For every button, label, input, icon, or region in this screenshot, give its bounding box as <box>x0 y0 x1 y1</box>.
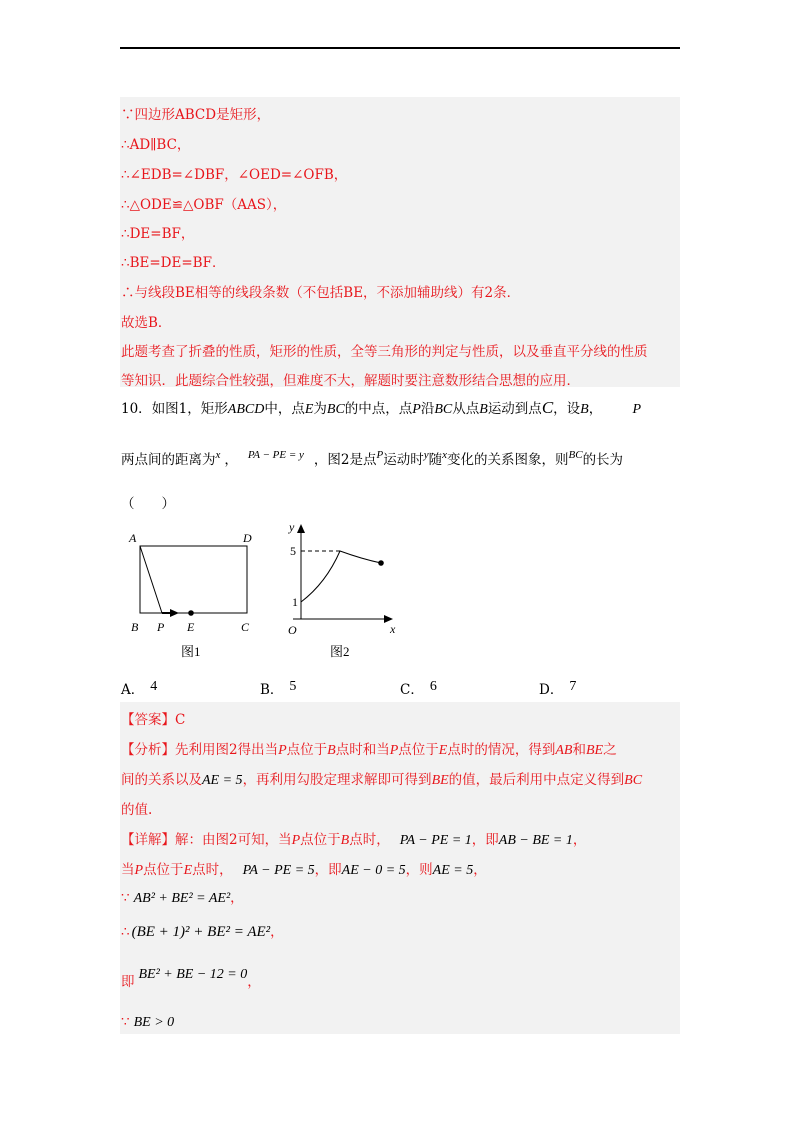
option-label: C． <box>400 682 424 698</box>
d-text: ，即 <box>471 832 499 848</box>
d-formula: AE = 5 <box>432 863 474 878</box>
a-var: B <box>327 743 336 758</box>
d-var: B <box>340 833 350 848</box>
q-var: ABCD <box>227 402 265 417</box>
a-var: P <box>278 743 287 758</box>
a-formula: AE = 5 <box>202 773 243 788</box>
label-d: D <box>243 531 252 545</box>
a-text: ，再利用勾股定理求解即可得到 <box>242 772 432 788</box>
d-text: ， <box>230 890 244 906</box>
option-value: 6 <box>429 679 437 694</box>
d-text: 点时， <box>192 862 233 878</box>
prev-line-3: ∴∠EDB=∠DBF，∠OED=∠OFB， <box>121 167 348 183</box>
q-var: B <box>580 402 589 417</box>
d-text: ， <box>270 924 284 940</box>
origin-label: O <box>288 623 297 637</box>
d-formula: AB² + BE² = AE² <box>133 891 231 906</box>
q-text: ，设 <box>553 401 581 417</box>
a-text: 点时和当 <box>335 742 390 758</box>
q-var: P <box>412 402 421 417</box>
q-var: x <box>215 449 221 461</box>
a-var: P <box>389 743 399 758</box>
graph-curve <box>301 551 381 602</box>
detail-line-3 <box>121 886 244 907</box>
a-var: E <box>438 743 448 758</box>
prev-line-9: 此题考查了折叠的性质，矩形的性质，全等三角形的判定与性质，以及垂直平分线的性质 <box>121 344 648 360</box>
a-var: BE <box>585 743 604 758</box>
q-var: P <box>376 449 384 461</box>
label-e: E <box>187 620 195 634</box>
option-value: 5 <box>289 679 297 694</box>
q-text: ， <box>224 452 238 468</box>
option-label: A． <box>121 682 145 698</box>
prev-line-7: ∴与线段BE相等的线段条数（不包括BE，不添加辅助线）有2条． <box>121 285 521 301</box>
q-text: 的中点，点 <box>344 401 413 417</box>
option-d[interactable] <box>539 678 576 699</box>
analysis-tag: 【分析】 <box>121 742 175 758</box>
prev-line-4: ∴△ODE≌△OBF（AAS）， <box>121 197 287 213</box>
figure1-caption: 图1 <box>181 644 201 659</box>
d-var: P <box>134 863 144 878</box>
q-var: BC <box>326 402 345 417</box>
y-axis-arrow-icon <box>297 524 305 533</box>
q-text: 从点 <box>452 401 480 417</box>
d-formula: AE − 0 = 5 <box>341 863 406 878</box>
d-text: ，则 <box>405 862 433 878</box>
d-text: ， <box>473 862 487 878</box>
q-text: 运动到点 <box>487 401 542 417</box>
detail-line-5 <box>121 967 261 991</box>
option-c[interactable] <box>400 678 437 699</box>
a-text: 之 <box>603 742 617 758</box>
a-text: 点位于 <box>398 742 439 758</box>
q-var: BC <box>434 402 453 417</box>
q-text: 运动时 <box>383 452 424 468</box>
detail-line-1 <box>121 828 586 849</box>
question-line-1 <box>121 397 641 418</box>
arrow-head-icon <box>170 609 179 617</box>
q-var: C <box>541 398 554 417</box>
q-var: P <box>632 402 642 417</box>
q-text: 的长为 <box>582 452 624 468</box>
d-formula: AB − BE = 1 <box>498 833 573 848</box>
a-text: 和 <box>572 742 586 758</box>
d-var: P <box>291 833 301 848</box>
because-symbol: ∵ <box>121 1014 130 1030</box>
q-var: x <box>442 449 447 461</box>
because-symbol: ∵ <box>121 890 130 906</box>
detail-line-2 <box>121 858 487 879</box>
a-text: 点时的情况，得到 <box>447 742 556 758</box>
option-b[interactable] <box>260 678 296 699</box>
d-text: 点位于 <box>143 862 184 878</box>
prev-line-10: 等知识．此题综合性较强，但难度不大，解题时要注意数形结合思想的应用． <box>121 373 580 389</box>
tick-5: 5 <box>290 544 296 558</box>
analysis-line-2 <box>121 768 642 789</box>
d-text: ， <box>247 974 261 990</box>
a-var: BC <box>624 773 643 788</box>
question-paren: （ ） <box>121 496 175 512</box>
d-formula: PA − PE = 1 <box>399 833 472 848</box>
q-var: y <box>423 449 429 461</box>
tick-1: 1 <box>292 595 298 609</box>
d-formula: BE² + BE − 12 = 0 <box>138 967 248 982</box>
analysis-line-3: 的值. <box>121 802 153 818</box>
figure-area <box>120 515 420 665</box>
d-text: ，即 <box>314 862 342 878</box>
answer-tag: 【答案】 <box>121 712 175 728</box>
label-c: C <box>241 620 250 634</box>
q-text: 变化的关系图象，则 <box>447 452 569 468</box>
prev-line-5: ∴DE=BF， <box>121 226 195 242</box>
question-line-2 <box>121 448 623 468</box>
segment-pa <box>140 546 162 613</box>
axis-x-label: x <box>390 622 396 636</box>
option-label: B． <box>260 682 284 698</box>
point-e <box>188 610 194 616</box>
detail-tag: 【详解】 <box>121 832 175 848</box>
q-text: 随 <box>428 452 443 468</box>
question-number: 10． <box>121 401 152 417</box>
prev-line-8: 故选B． <box>121 315 172 331</box>
option-label: D． <box>539 682 564 698</box>
figure2-caption: 图2 <box>330 644 350 659</box>
q-var: B <box>479 402 488 417</box>
d-var: E <box>183 863 193 878</box>
d-text: ， <box>572 832 587 848</box>
a-text: 先利用图2得出当 <box>175 742 279 758</box>
q-text: 两点间的距离为 <box>121 452 216 468</box>
q-text: 沿 <box>420 401 435 417</box>
prev-line-2: ∴AD∥BC， <box>121 137 191 153</box>
a-text: 间的关系以及 <box>121 772 202 788</box>
d-formula: (BE + 1)² + BE² = AE² <box>131 924 271 940</box>
q-text: 为 <box>313 401 327 417</box>
a-text: 点位于 <box>286 742 328 758</box>
axis-y-label: y <box>289 520 295 534</box>
therefore-symbol: ∴ <box>121 924 130 940</box>
q-var: BC <box>568 449 583 461</box>
answer-value: C <box>175 712 186 728</box>
header-rule <box>120 47 680 49</box>
a-var: BE <box>431 773 449 788</box>
q-text: 中，点 <box>264 401 305 417</box>
option-value: 7 <box>569 679 577 694</box>
option-a[interactable] <box>121 678 157 699</box>
rectangle-abcd <box>140 546 247 613</box>
a-var: AB <box>555 743 573 758</box>
d-text: 点时， <box>349 832 390 848</box>
d-text: 点位于 <box>300 832 341 848</box>
answer-line <box>121 708 185 728</box>
label-a: A <box>129 531 137 545</box>
d-formula: PA − PE = 5 <box>242 863 315 878</box>
q-text: ，图2是点 <box>313 452 377 468</box>
d-text: 解：由图2可知，当 <box>175 832 292 848</box>
detail-line-6 <box>121 1014 174 1031</box>
q-text: 如图1，矩形 <box>151 401 228 417</box>
detail-line-4 <box>121 920 284 941</box>
graph-endpoint <box>378 560 384 566</box>
analysis-line-1 <box>121 738 617 759</box>
d-formula: BE > 0 <box>133 1015 175 1030</box>
q-formula: PA − PE = y <box>247 449 304 461</box>
prev-line-6: ∴BE=DE=BF． <box>121 255 226 271</box>
prev-line-1: ∵四边形ABCD是矩形， <box>121 107 271 123</box>
d-text: 当 <box>121 862 135 878</box>
label-p: P <box>157 620 165 634</box>
d-text: 即 <box>121 974 135 990</box>
q-text: ， <box>588 401 603 417</box>
q-var: E <box>304 402 314 417</box>
a-text: 的值，最后利用中点定义得到 <box>448 772 625 788</box>
label-b: B <box>131 620 139 634</box>
option-value: 4 <box>150 679 158 694</box>
